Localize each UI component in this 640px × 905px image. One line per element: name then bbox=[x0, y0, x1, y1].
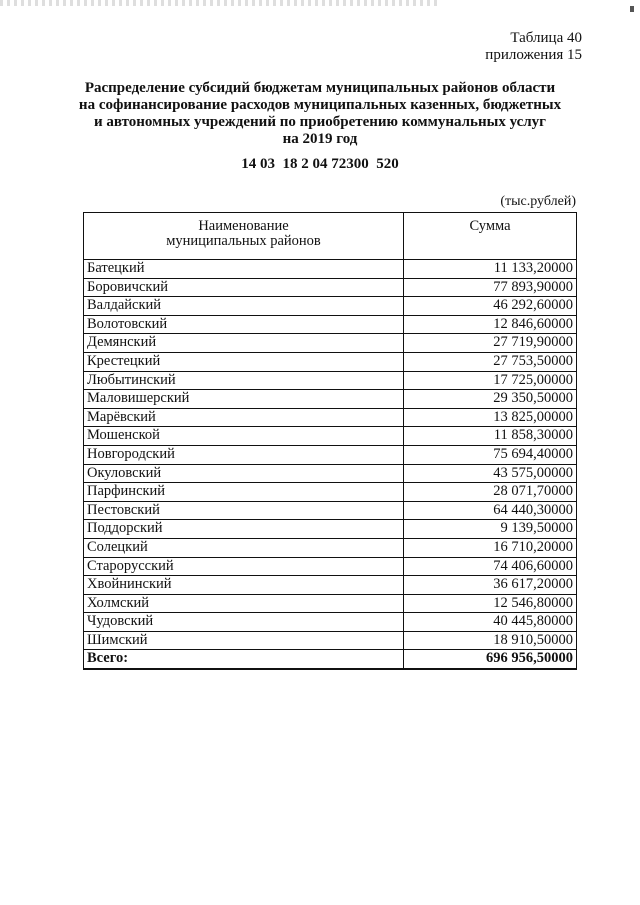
district-name: Холмский bbox=[84, 594, 404, 613]
district-sum: 36 617,20000 bbox=[404, 576, 577, 595]
header-sum: Сумма bbox=[404, 213, 577, 260]
district-name: Хвойнинский bbox=[84, 576, 404, 595]
table-row bbox=[84, 445, 577, 464]
table-row bbox=[84, 297, 577, 316]
table-row bbox=[84, 538, 577, 557]
district-name: Новгородский bbox=[84, 445, 404, 464]
district-sum: 13 825,00000 bbox=[404, 408, 577, 427]
district-name: Боровичский bbox=[84, 278, 404, 297]
appendix-number: приложения 15 bbox=[485, 47, 582, 63]
district-name: Старорусский bbox=[84, 557, 404, 576]
table-row bbox=[84, 576, 577, 595]
table-row bbox=[84, 520, 577, 539]
table-row bbox=[84, 594, 577, 613]
table-row bbox=[84, 334, 577, 353]
district-sum: 18 910,50000 bbox=[404, 631, 577, 650]
district-sum: 74 406,60000 bbox=[404, 557, 577, 576]
district-sum: 43 575,00000 bbox=[404, 464, 577, 483]
table-row bbox=[84, 557, 577, 576]
title-line: и автономных учреждений по приобретению коммунальных услуг bbox=[93, 114, 546, 130]
scan-artifact bbox=[0, 0, 440, 6]
appendix-table-number: Таблица 40 bbox=[510, 30, 582, 46]
district-name: Мошенской bbox=[84, 427, 404, 446]
budget-code: 14 03 18 2 04 72300 520 bbox=[241, 156, 399, 172]
total-sum: 696 956,50000 bbox=[404, 650, 577, 669]
table-row bbox=[84, 408, 577, 427]
table-header-row bbox=[84, 213, 577, 260]
district-sum: 17 725,00000 bbox=[404, 371, 577, 390]
header-name bbox=[84, 213, 404, 260]
table-row bbox=[84, 315, 577, 334]
title-line: на софинансирование расходов муниципальных казенных, бюджетных bbox=[78, 97, 562, 113]
district-name: Крестецкий bbox=[84, 352, 404, 371]
district-name: Солецкий bbox=[84, 538, 404, 557]
table-row bbox=[84, 464, 577, 483]
table-row bbox=[84, 371, 577, 390]
subsidy-table bbox=[83, 212, 577, 670]
district-name: Демянский bbox=[84, 334, 404, 353]
table-row bbox=[84, 613, 577, 632]
district-sum: 29 350,50000 bbox=[404, 390, 577, 409]
unit-label: (тыс.рублей) bbox=[500, 194, 576, 209]
district-sum: 9 139,50000 bbox=[404, 520, 577, 539]
district-name: Маловишерский bbox=[84, 390, 404, 409]
document-title bbox=[60, 80, 580, 148]
district-sum: 64 440,30000 bbox=[404, 501, 577, 520]
table-row bbox=[84, 631, 577, 650]
table-row bbox=[84, 390, 577, 409]
table-row bbox=[84, 483, 577, 502]
district-sum: 16 710,20000 bbox=[404, 538, 577, 557]
district-sum: 12 846,60000 bbox=[404, 315, 577, 334]
scan-mark bbox=[630, 6, 634, 12]
district-name: Окуловский bbox=[84, 464, 404, 483]
district-sum: 28 071,70000 bbox=[404, 483, 577, 502]
table-row bbox=[84, 278, 577, 297]
district-sum: 46 292,60000 bbox=[404, 297, 577, 316]
header-name-line2: муниципальных районов bbox=[166, 233, 321, 249]
district-name: Любытинский bbox=[84, 371, 404, 390]
district-name: Поддорский bbox=[84, 520, 404, 539]
total-row bbox=[84, 650, 577, 669]
district-sum: 12 546,80000 bbox=[404, 594, 577, 613]
header-name-line1: Наименование bbox=[198, 218, 289, 234]
title-line: на 2019 год bbox=[282, 131, 358, 147]
district-name: Волотовский bbox=[84, 315, 404, 334]
district-sum: 27 719,90000 bbox=[404, 334, 577, 353]
total-label: Всего: bbox=[84, 650, 404, 669]
table-row bbox=[84, 427, 577, 446]
title-line: Распределение субсидий бюджетам муниципальных районов области bbox=[84, 80, 556, 96]
district-sum: 75 694,40000 bbox=[404, 445, 577, 464]
district-name: Чудовский bbox=[84, 613, 404, 632]
district-name: Парфинский bbox=[84, 483, 404, 502]
district-name: Батецкий bbox=[84, 260, 404, 279]
district-sum: 11 133,20000 bbox=[404, 260, 577, 279]
district-sum: 11 858,30000 bbox=[404, 427, 577, 446]
table-row bbox=[84, 352, 577, 371]
district-name: Пестовский bbox=[84, 501, 404, 520]
district-name: Марёвский bbox=[84, 408, 404, 427]
district-name: Шимский bbox=[84, 631, 404, 650]
district-sum: 77 893,90000 bbox=[404, 278, 577, 297]
appendix-reference bbox=[485, 30, 582, 64]
table-row bbox=[84, 260, 577, 279]
district-sum: 40 445,80000 bbox=[404, 613, 577, 632]
district-sum: 27 753,50000 bbox=[404, 352, 577, 371]
table-row bbox=[84, 501, 577, 520]
district-name: Валдайский bbox=[84, 297, 404, 316]
